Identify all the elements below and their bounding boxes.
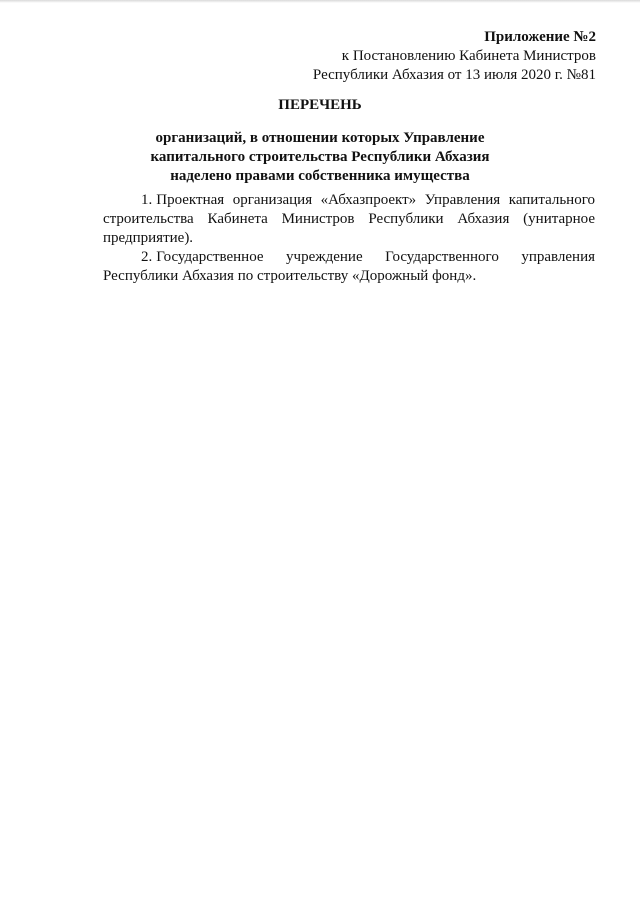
appendix-header <box>313 28 596 85</box>
document-subtitle <box>0 129 640 186</box>
list-item-number: 1. <box>141 192 153 208</box>
subtitle-line-3: наделено правами собственника имущества <box>170 168 470 184</box>
appendix-title: Приложение №2 <box>484 29 596 45</box>
organization-list <box>103 191 595 286</box>
list-item-text: Проектная организация «Абхазпроект» Управления капитального строительства Кабинета Министров Республики Абхазия (унитарное предприятие). <box>103 192 595 246</box>
list-item <box>103 248 595 286</box>
subtitle-line-2: капитального строительства Республики Абхазия <box>150 149 490 165</box>
appendix-line-2: Республики Абхазия от 13 июля 2020 г. №81 <box>312 67 596 83</box>
appendix-line-1: к Постановлению Кабинета Министров <box>341 48 596 64</box>
list-item-number: 2. <box>141 249 153 265</box>
list-item <box>103 191 595 248</box>
subtitle-line-1: организаций, в отношении которых Управление <box>155 130 485 146</box>
list-item-text: Государственное учреждение Государственного управления Республики Абхазия по строительству «Дорожный фонд». <box>103 249 595 284</box>
document-title: ПЕРЕЧЕНЬ <box>278 97 362 113</box>
scan-edge <box>0 0 640 3</box>
